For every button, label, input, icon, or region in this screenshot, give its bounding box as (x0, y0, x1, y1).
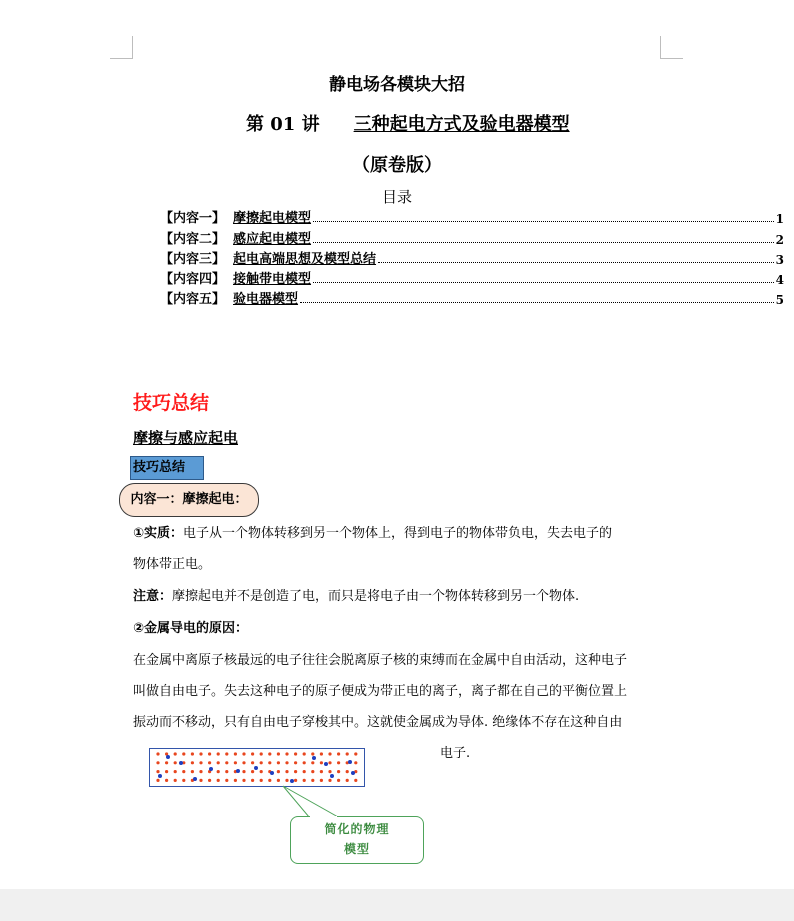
ion-dot (337, 761, 340, 764)
ion-dot (354, 779, 357, 782)
ion-dot (285, 770, 288, 773)
ion-dot (208, 752, 211, 755)
toc-leader-dots (313, 242, 774, 243)
toc-entry-tag: 【内容五】 (160, 292, 226, 308)
ion-dot (225, 752, 228, 755)
ion-dot (260, 779, 263, 782)
ion-dot (260, 761, 263, 764)
ion-dot (251, 761, 254, 764)
free-electron-dot (236, 769, 240, 773)
ion-dot (234, 761, 237, 764)
ion-dot (182, 752, 185, 755)
paragraph-essence-cont: 物体带正电。 (133, 557, 212, 572)
ion-dot (251, 779, 254, 782)
ion-dot (217, 761, 220, 764)
lecture-title (246, 110, 570, 136)
ion-dot (251, 752, 254, 755)
ion-dot (311, 761, 314, 764)
free-electron-dot (330, 774, 334, 778)
ion-dot (199, 761, 202, 764)
free-electron-dot (158, 774, 162, 778)
ion-dot (268, 779, 271, 782)
ion-dot (234, 779, 237, 782)
free-electron-dot (193, 777, 197, 781)
lecture-subtitle: 三种起电方式及验电器模型 (353, 114, 570, 135)
free-electron-dot (209, 767, 213, 771)
essence-label: ①实质： (133, 526, 184, 541)
ion-dot (337, 752, 340, 755)
free-electron-dot (166, 755, 170, 759)
paragraph-metal-conduction-heading (133, 617, 248, 636)
essence-text: 电子从一个物体转移到另一个物体上，得到电子的物体带负电，失去电子的 (183, 526, 613, 541)
toc-entry-page: 2 (775, 232, 784, 247)
ion-dot (277, 761, 280, 764)
ion-dot (354, 752, 357, 755)
toc-entry[interactable] (160, 206, 784, 226)
ion-dot (320, 752, 323, 755)
skill-summary-heading: 技巧总结 (133, 392, 210, 414)
toc-entry-page: 4 (775, 273, 784, 288)
ion-dot (260, 752, 263, 755)
ion-dot (191, 770, 194, 773)
ion-dot (225, 779, 228, 782)
ion-dot (285, 761, 288, 764)
ion-dot (156, 761, 159, 764)
ion-dot (277, 779, 280, 782)
ion-dot (268, 761, 271, 764)
toc-leader-dots (313, 282, 774, 283)
ion-dot (174, 761, 177, 764)
ion-dot (294, 779, 297, 782)
page-corner-mark-right (660, 36, 683, 59)
ion-dot (174, 770, 177, 773)
ion-dot (311, 752, 314, 755)
ion-dot (328, 770, 331, 773)
ion-dot (165, 770, 168, 773)
note-label: 注意： (133, 589, 173, 604)
ion-dot (199, 770, 202, 773)
paragraph-essence (133, 522, 612, 541)
ion-dot (303, 770, 306, 773)
free-electron-dot (290, 779, 294, 783)
ion-dot (277, 752, 280, 755)
toc-entry[interactable] (160, 287, 784, 307)
free-electron-dot (348, 760, 352, 764)
ion-dot (346, 752, 349, 755)
ion-dot (182, 779, 185, 782)
toc-entry-page: 1 (775, 212, 784, 227)
toc-entry-tag: 【内容一】 (160, 211, 226, 227)
ion-dot (294, 770, 297, 773)
ion-dot (208, 761, 211, 764)
ion-dot (174, 752, 177, 755)
paragraph-metal-line-1: 在金属中离原子核最远的电子往往会脱离原子核的束缚而在金属中自由活动，这种电子 (133, 653, 628, 668)
ion-dot (303, 752, 306, 755)
ion-dot (285, 752, 288, 755)
ion-dot (354, 761, 357, 764)
toc-entry-tag: 【内容二】 (160, 231, 226, 247)
toc-entry-text[interactable]: 感应起电模型 (233, 231, 312, 247)
paragraph-metal-line-3: 振动而不移动，只有自由电子穿梭其中。这就使金属成为导体. 绝缘体不存在这种自由 (133, 715, 623, 730)
ion-dot (234, 752, 237, 755)
toc-entry[interactable] (160, 267, 784, 287)
toc-entry-text[interactable]: 摩擦起电模型 (233, 211, 312, 227)
ion-dot (156, 752, 159, 755)
ion-dot (217, 770, 220, 773)
ion-dot (320, 761, 323, 764)
toc-entry[interactable] (160, 247, 784, 267)
note-text: 摩擦起电并不是创造了电，而只是将电子由一个物体转移到另一个物体. (172, 589, 580, 604)
ion-dot (337, 770, 340, 773)
ion-dot (311, 770, 314, 773)
ion-dot (217, 779, 220, 782)
ion-dot (311, 779, 314, 782)
ion-dot (337, 779, 340, 782)
ion-dot (285, 779, 288, 782)
toc-heading: 目录 (381, 188, 412, 206)
toc-entry-text[interactable]: 接触带电模型 (233, 272, 312, 288)
section-title: 摩擦与感应起电 (133, 429, 239, 447)
toc-leader-dots (300, 302, 774, 303)
table-of-contents (160, 206, 784, 307)
ion-dot (294, 761, 297, 764)
ion-dot (165, 779, 168, 782)
free-electron-dot (254, 766, 258, 770)
paragraph-note (133, 585, 579, 604)
ion-dot (199, 779, 202, 782)
ion-dot (199, 752, 202, 755)
ion-dot (346, 770, 349, 773)
toc-entry-text[interactable]: 起电高端思想及模型总结 (233, 251, 377, 267)
free-electron-dot (270, 771, 274, 775)
ion-dot (346, 779, 349, 782)
ion-dot (328, 761, 331, 764)
ion-dot (165, 761, 168, 764)
ion-dot (225, 761, 228, 764)
simplified-model-callout (290, 816, 424, 864)
ion-dot (191, 761, 194, 764)
toc-leader-dots (378, 262, 774, 263)
ion-dot (242, 779, 245, 782)
viewer-bottom-bar (0, 889, 794, 921)
lattice-diagram (150, 749, 364, 786)
paragraph-metal-line-4: 电子. (440, 746, 471, 761)
ion-dot (320, 779, 323, 782)
ion-dot (268, 752, 271, 755)
edition-label: （原卷版） (352, 155, 442, 176)
toc-entry[interactable] (160, 226, 784, 246)
ion-dot (225, 770, 228, 773)
toc-entry-page: 5 (775, 293, 784, 308)
ion-dot (242, 752, 245, 755)
ion-dot (242, 770, 245, 773)
page-corner-mark-left (110, 36, 133, 59)
ion-dot (191, 752, 194, 755)
free-electron-dot (324, 762, 328, 766)
ion-dot (217, 752, 220, 755)
toc-entry-text[interactable]: 验电器模型 (233, 292, 299, 308)
ion-dot (303, 761, 306, 764)
ion-dot (251, 770, 254, 773)
ion-dot (156, 779, 159, 782)
metal-conduction-label: ②金属导电的原因： (133, 621, 249, 636)
toc-entry-page: 3 (775, 252, 784, 267)
paragraph-metal-line-2: 叫做自由电子。失去这种电子的原子便成为带正电的离子，离子都在自己的平衡位置上 (133, 684, 628, 699)
toc-leader-dots (313, 221, 774, 222)
ion-dot (260, 770, 263, 773)
ion-dot (208, 779, 211, 782)
ion-dot (182, 770, 185, 773)
lecture-number: 第 01 讲 (246, 114, 320, 135)
free-electron-dot (179, 761, 183, 765)
callout-line-2: 模型 (343, 842, 370, 856)
free-electron-dot (312, 756, 316, 760)
ion-dot (303, 779, 306, 782)
content-one-pill: 内容一：摩擦起电： (119, 483, 259, 517)
toc-entry-tag: 【内容四】 (160, 272, 226, 288)
callout-line-1: 简化的物理 (324, 822, 390, 836)
ion-dot (294, 752, 297, 755)
ion-dot (277, 770, 280, 773)
ion-dot (242, 761, 245, 764)
ion-dot (320, 770, 323, 773)
toc-entry-tag: 【内容三】 (160, 251, 226, 267)
ion-dot (156, 770, 159, 773)
ion-dot (174, 779, 177, 782)
free-electron-dot (351, 771, 355, 775)
document-title: 静电场各模块大招 (329, 75, 465, 95)
ion-dot (328, 779, 331, 782)
ion-dot (328, 752, 331, 755)
skill-summary-box: 技巧总结 (130, 456, 204, 480)
metal-lattice-figure (149, 748, 365, 787)
